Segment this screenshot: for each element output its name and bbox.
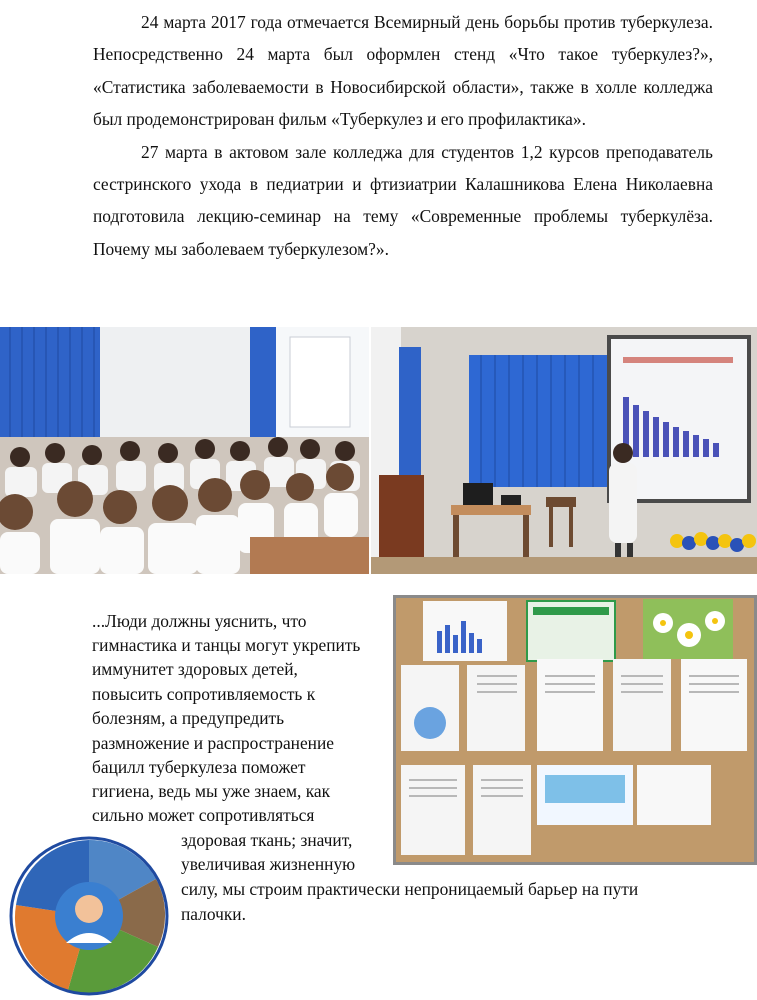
photo-audience	[0, 327, 369, 574]
quote-line: бацилл туберкулеза поможет	[92, 757, 306, 777]
health-factors-infographic	[8, 835, 170, 997]
paragraph-2: 27 марта в актовом зале колледжа для студентов 1,2 курсов преподаватель сестринского ухода в педиатрии и фтизиатрии Калашникова Елена Николаевна подготовила лекцию-семинар на тему «Современные проблемы туберкулёза. Почему мы заболеваем туберкулезом?».	[93, 141, 713, 259]
quote-line: силу, мы строим практически непроницаемый барьер на пути	[181, 879, 639, 899]
photo-lecture	[371, 327, 757, 574]
article-intro	[93, 6, 713, 265]
quote-line: здоровая ткань; значит,	[181, 830, 353, 850]
quote-line: увеличивая жизненную	[181, 854, 356, 874]
quote-line: гимнастика и танцы могут укрепить	[92, 635, 361, 655]
quote-line: повысить сопротивляемость к	[92, 684, 316, 704]
quote-line: сильно может сопротивляться	[92, 805, 315, 825]
quote-line: размножение и распространение	[92, 733, 335, 753]
quote-line: иммунитет здоровых детей,	[92, 659, 298, 679]
quote-line: болезням, а предупредить	[92, 708, 285, 728]
quote-line: ...Люди должны уяснить, что	[92, 611, 307, 631]
paragraph-1: 24 марта 2017 года отмечается Всемирный день борьбы против туберкулеза. Непосредственно 24 марта был оформлен стенд «Что такое туберкулез?», «Статистика заболеваемости в Новосибирской области», также в холле колледжа был продемонстрирован фильм «Туберкулез и его профилактика».	[93, 12, 713, 130]
photo-info-board	[393, 595, 757, 865]
quote-line: палочки.	[181, 904, 246, 924]
quote-line: гигиена, ведь мы уже знаем, как	[92, 781, 331, 801]
